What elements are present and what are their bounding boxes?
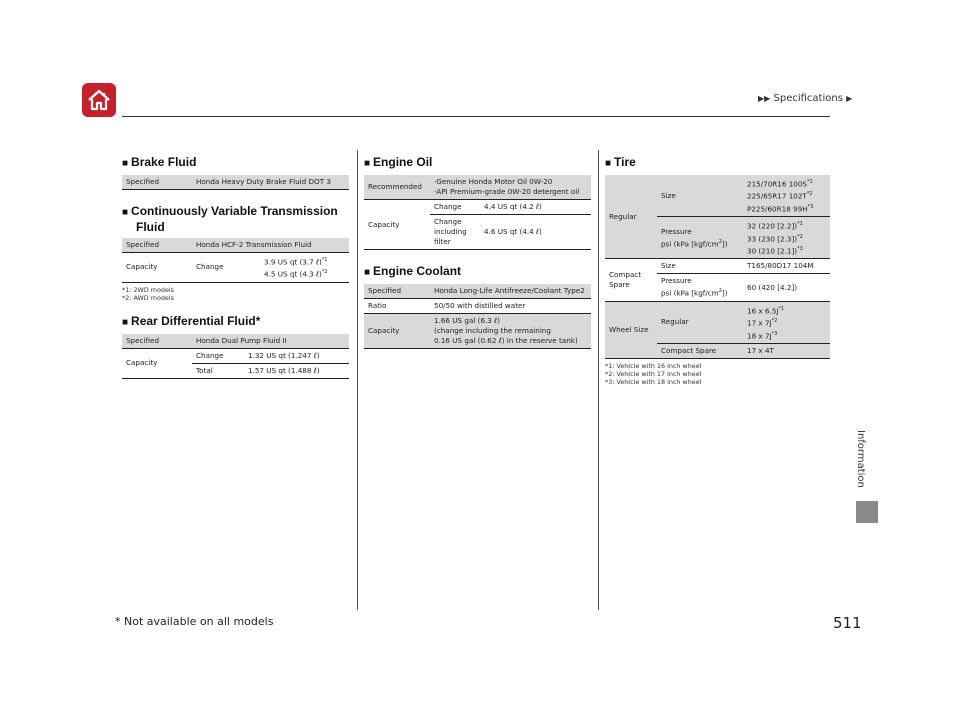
engine-oil-table <box>364 175 591 250</box>
rear-diff-total-label: Total <box>196 365 213 375</box>
rear-diff-specified-label: Specified <box>126 335 160 345</box>
tire-size-label: Size <box>661 190 676 200</box>
brake-fluid-table <box>122 175 349 190</box>
oil-recommended-label: Recommended <box>368 182 422 191</box>
coolant-capacity-value: 1.66 US gal (6.3 ℓ) (change including the remaining 0.16 US gal (0.62 ℓ) in the reserve tank) <box>434 316 578 345</box>
rear-diff-specified-value: Honda Dual Pump Fluid II <box>196 335 287 345</box>
rear-diff-change-label: Change <box>196 350 224 360</box>
breadcrumb[interactable] <box>758 93 852 104</box>
tire-compact-size-value: T165/80D17 104M <box>747 261 814 271</box>
rear-diff-table <box>122 334 349 379</box>
tire-regular-label: Regular <box>609 211 637 221</box>
cvt-footnotes: *1: 2WD models *2: AWD models <box>122 285 175 302</box>
tire-pressure-label: Pressure psi (kPa $[kgf/cm^2]$) <box>661 226 728 248</box>
coolant-table <box>364 284 591 349</box>
coolant-ratio-value: 50/50 with distilled water <box>434 301 526 310</box>
cvt-specified-label: Specified <box>126 240 160 249</box>
brake-specified-value: Honda Heavy Duty Brake Fluid DOT 3 <box>196 177 331 186</box>
rear-diff-capacity-label: Capacity <box>126 358 158 368</box>
tire-compact-label: Compact Spare <box>609 270 642 290</box>
wheel-regular-values: 16 x $6.5J^{*1}$ 17 x $7J^{*2}$ 18 x $7J^{*3}$ <box>747 305 785 340</box>
coolant-specified-value: Honda Long-Life Antifreeze/Coolant Type2 <box>434 286 585 295</box>
brake-fluid-title: ■ Brake Fluid <box>122 155 197 169</box>
breadcrumb-end-arrow: ▶ <box>846 94 853 103</box>
brake-specified-label: Specified <box>126 177 160 186</box>
cvt-change-label: Change <box>196 262 224 272</box>
sidebar-section-label[interactable]: Information <box>855 430 866 488</box>
tire-title: ■ Tire <box>605 155 636 169</box>
cvt-capacity-values: 3.9 US qt (3.7 ℓ)$^{*1}$ 4.5 US qt (4.3 ℓ)$^{*2}$ <box>264 257 328 279</box>
tire-compact-pressure-label: Pressure psi (kPa $[kgf/cm^2]$) <box>661 276 728 298</box>
oil-recommended-value: ·Genuine Honda Motor Oil 0W-20 ·API Premium-grade 0W-20 detergent oil <box>434 177 580 196</box>
oil-filter-value: 4.6 US qt (4.4 ℓ) <box>484 227 542 236</box>
column-1 <box>122 155 349 379</box>
cvt-fluid-title: ■ Continuously Variable Transmission Fluid <box>122 204 338 234</box>
home-button[interactable] <box>82 83 116 117</box>
breadcrumb-arrows: ▶▶ <box>758 94 771 103</box>
coolant-capacity-label: Capacity <box>368 326 400 335</box>
oil-capacity-label: Capacity <box>368 219 400 229</box>
cvt-specified-value: Honda HCF-2 Transmission Fluid <box>196 240 312 249</box>
tire-footnotes: *1: Vehicle with 16 inch wheel *2: Vehicle with 17 inch wheel *3: Vehicle with 18 inch wheel <box>605 361 702 386</box>
tire-pressure-values: 32 (220 [2.2])$^{*1}$ 33 (230 [2.3])$^{*2}$ 30 (210 [2.1])$^{*3}$ <box>747 221 803 256</box>
wheel-compact-label: Compact Spare <box>661 345 717 355</box>
sidebar-tab[interactable] <box>856 501 878 523</box>
coolant-title: ■ Engine Coolant <box>364 264 462 278</box>
column-divider-1 <box>357 150 358 610</box>
oil-change-label: Change <box>434 202 462 211</box>
cvt-fluid-table <box>122 238 349 283</box>
header-rule <box>122 116 830 117</box>
rear-diff-title: ■ Rear Differential Fluid* <box>122 313 261 328</box>
tire-size-values: 215/70R16 $100S^{*1}$ 225/65R17 $102T^{*2}$ P225/60R18 $99H^{*3}$ <box>747 179 814 214</box>
column-2 <box>364 155 591 349</box>
rear-diff-total-value: 1.57 US qt (1.488 ℓ) <box>248 365 320 375</box>
column-3 <box>605 155 830 386</box>
tire-table <box>605 175 830 359</box>
engine-oil-title: ■ Engine Oil <box>364 155 433 169</box>
oil-change-value: 4.4 US qt (4.2 ℓ) <box>484 202 542 211</box>
home-icon <box>86 88 112 112</box>
wheel-regular-label: Regular <box>661 317 689 327</box>
availability-note: * Not available on all models <box>115 615 274 628</box>
coolant-specified-label: Specified <box>368 286 402 295</box>
breadcrumb-label: Specifications <box>773 93 843 104</box>
tire-compact-size-label: Size <box>661 261 676 271</box>
oil-filter-label: Change including filter <box>434 217 467 246</box>
page-number: 511 <box>833 614 862 632</box>
cvt-capacity-label: Capacity <box>126 262 158 272</box>
wheel-size-label: Wheel Size <box>609 324 649 334</box>
coolant-ratio-label: Ratio <box>368 301 387 310</box>
rear-diff-change-value: 1.32 US qt (1.247 ℓ) <box>248 350 320 360</box>
wheel-compact-value: 17 x 4T <box>747 345 774 355</box>
tire-compact-pressure-value: 60 (420 [4.2]) <box>747 282 798 292</box>
column-divider-2 <box>598 150 599 610</box>
